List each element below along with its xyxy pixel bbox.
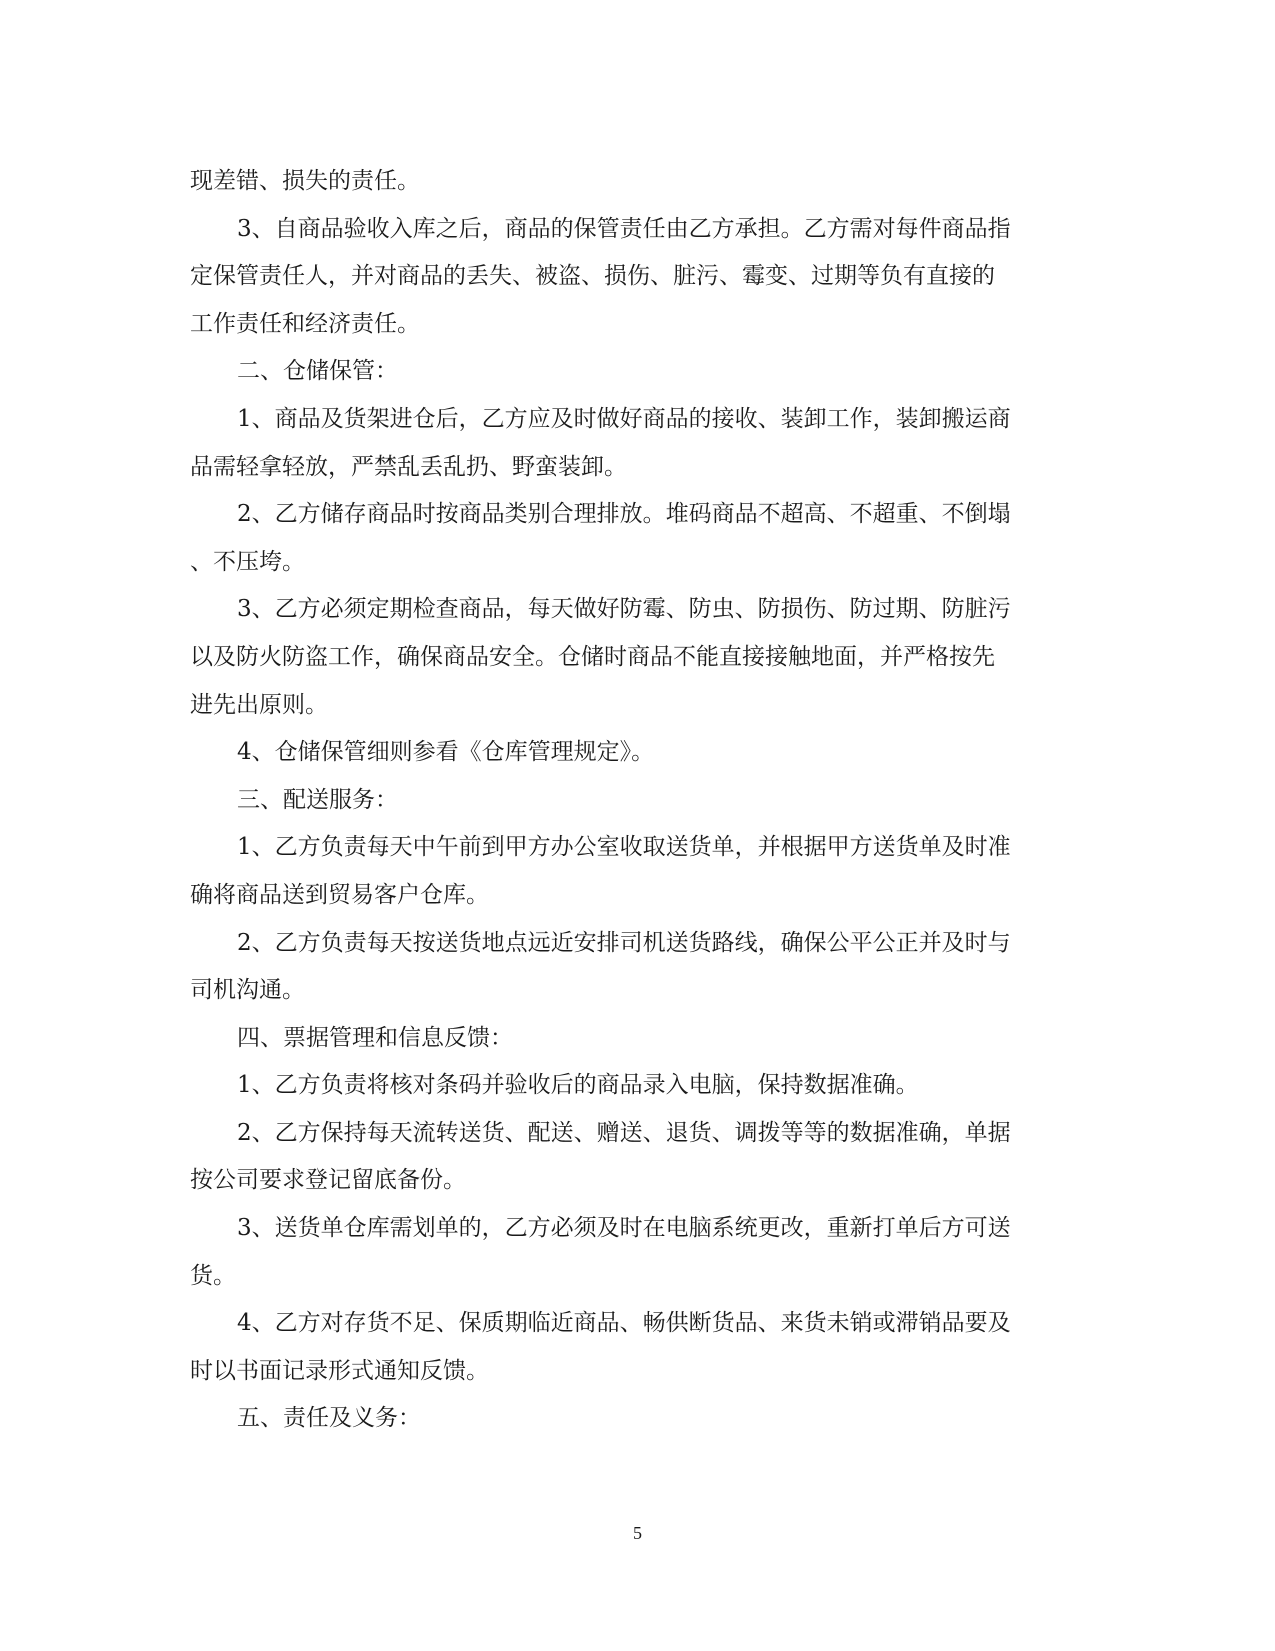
paragraph-line: 1、商品及货架进仓后，乙方应及时做好商品的接收、装卸工作，装卸搬运商 — [237, 405, 1011, 432]
text-line: 以及防火防盗工作，确保商品安全。仓储时商品不能直接接触地面，并严格按先 — [190, 643, 995, 670]
text-line: 品需轻拿轻放，严禁乱丢乱扔、野蛮装卸。 — [190, 453, 627, 480]
text-line: 现差错、损失的责任。 — [190, 168, 420, 194]
paragraph-line: 3、自商品验收入库之后，商品的保管责任由乙方承担。乙方需对每件商品指 — [237, 215, 1011, 242]
paragraph-line: 1、乙方负责将核对条码并验收后的商品录入电脑，保持数据准确。 — [237, 1072, 919, 1099]
text-line: 司机沟通。 — [190, 977, 305, 1004]
text-line: 进先出原则。 — [190, 691, 328, 718]
paragraph-line: 4、乙方对存货不足、保质期临近商品、畅供断货品、来货未销或滞销品要及 — [237, 1310, 1011, 1337]
text-line: 定保管责任人，并对商品的丢失、被盗、损伤、脏污、霉变、过期等负有直接的 — [190, 263, 995, 290]
document-body — [190, 158, 1085, 1443]
section-heading: 三、配送服务： — [237, 786, 398, 813]
text-line: 确将商品送到贸易客户仓库。 — [190, 881, 489, 908]
paragraph-line: 1、乙方负责每天中午前到甲方办公室收取送货单，并根据甲方送货单及时准 — [237, 834, 1011, 861]
paragraph-line: 2、乙方储存商品时按商品类别合理排放。堆码商品不超高、不超重、不倒塌 — [237, 501, 1011, 528]
text-line: 时以书面记录形式通知反馈。 — [190, 1357, 489, 1384]
paragraph-line: 2、乙方保持每天流转送货、配送、赠送、退货、调拨等等的数据准确，单据 — [237, 1119, 1011, 1146]
paragraph-line: 3、送货单仓库需划单的，乙方必须及时在电脑系统更改，重新打单后方可送 — [237, 1215, 1011, 1242]
paragraph-line: 4、仓储保管细则参看《仓库管理规定》。 — [237, 739, 655, 766]
text-line: 货。 — [190, 1262, 236, 1289]
text-line: 、不压垮。 — [190, 548, 305, 575]
paragraph-line: 3、乙方必须定期检查商品，每天做好防霉、防虫、防损伤、防过期、防脏污 — [237, 596, 1011, 623]
text-line: 按公司要求登记留底备份。 — [190, 1167, 466, 1194]
text-line: 工作责任和经济责任。 — [190, 310, 420, 337]
paragraph-line: 2、乙方负责每天按送货地点远近安排司机送货路线，确保公平公正并及时与 — [237, 929, 1011, 956]
section-heading: 四、票据管理和信息反馈： — [237, 1024, 513, 1051]
section-heading: 五、责任及义务： — [237, 1405, 421, 1432]
page-number: 5 — [633, 1523, 642, 1543]
section-heading: 二、仓储保管： — [237, 358, 398, 385]
